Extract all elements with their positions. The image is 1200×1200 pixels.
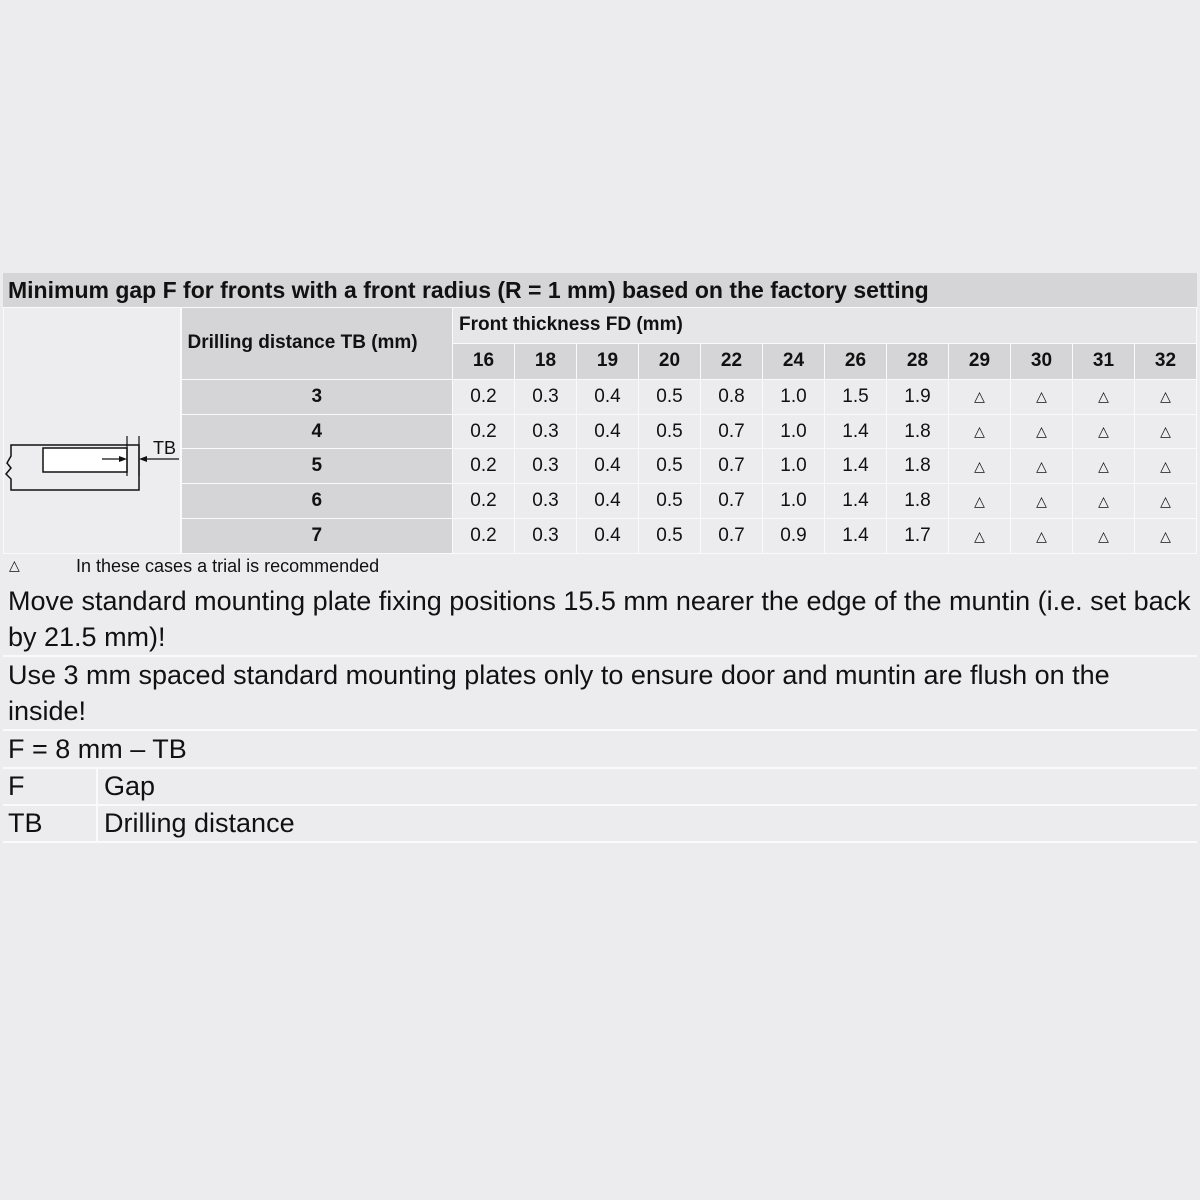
note-fixing-positions: Move standard mounting plate fixing positions 15.5 mm nearer the edge of the muntin (i.e. set back by 21.5 mm)! — [3, 583, 1197, 657]
trial-triangle-icon: △ — [1135, 449, 1197, 484]
front-thickness-column-header: 31 — [1073, 343, 1135, 379]
drilling-distance-value: 5 — [181, 449, 453, 484]
table-row — [4, 379, 1197, 414]
gap-value: 0.2 — [453, 519, 515, 554]
trial-triangle-icon: △ — [1073, 519, 1135, 554]
trial-triangle-icon: △ — [1073, 414, 1135, 449]
front-thickness-column-header: 16 — [453, 343, 515, 379]
gap-value: 0.7 — [701, 414, 763, 449]
drilling-diagram — [4, 308, 181, 548]
table-row — [4, 484, 1197, 519]
drill-hole — [43, 448, 127, 472]
front-thickness-column-header: 30 — [1011, 343, 1073, 379]
front-thickness-column-header: 22 — [701, 343, 763, 379]
gap-value: 0.3 — [515, 414, 577, 449]
gap-value: 1.9 — [887, 379, 949, 414]
table-row — [4, 449, 1197, 484]
trial-triangle-icon: △ — [9, 557, 20, 573]
gap-value: 0.5 — [639, 414, 701, 449]
trial-triangle-icon: △ — [1011, 414, 1073, 449]
definition-gap — [3, 769, 1197, 806]
gap-value: 1.0 — [763, 379, 825, 414]
gap-table — [3, 307, 1197, 554]
gap-value: 0.2 — [453, 379, 515, 414]
trial-triangle-icon: △ — [1011, 519, 1073, 554]
gap-value: 1.8 — [887, 449, 949, 484]
trial-triangle-icon: △ — [1135, 519, 1197, 554]
gap-value: 0.3 — [515, 484, 577, 519]
gap-value: 0.9 — [763, 519, 825, 554]
legend — [3, 554, 1197, 583]
front-thickness-column-header: 19 — [577, 343, 639, 379]
gap-value: 0.4 — [577, 449, 639, 484]
table-title: Minimum gap F for fronts with a front radius (R = 1 mm) based on the factory setting — [3, 273, 1197, 307]
trial-triangle-icon: △ — [949, 414, 1011, 449]
gap-value: 0.5 — [639, 379, 701, 414]
drilling-distance-value: 6 — [181, 484, 453, 519]
gap-value: 0.4 — [577, 414, 639, 449]
gap-value: 0.8 — [701, 379, 763, 414]
trial-triangle-icon: △ — [1073, 484, 1135, 519]
gap-value: 0.4 — [577, 379, 639, 414]
drilling-distance-value: 3 — [181, 379, 453, 414]
gap-value: 1.4 — [825, 449, 887, 484]
gap-value: 0.7 — [701, 519, 763, 554]
gap-value: 0.7 — [701, 484, 763, 519]
gap-value: 1.8 — [887, 484, 949, 519]
definition-symbol: F — [8, 771, 25, 801]
gap-value: 1.4 — [825, 519, 887, 554]
arrowhead — [139, 456, 147, 462]
gap-value: 0.2 — [453, 449, 515, 484]
gap-value: 0.4 — [577, 519, 639, 554]
trial-triangle-icon: △ — [1011, 449, 1073, 484]
gap-value: 0.2 — [453, 484, 515, 519]
trial-triangle-icon: △ — [1073, 449, 1135, 484]
trial-triangle-icon: △ — [1011, 379, 1073, 414]
gap-value: 0.5 — [639, 449, 701, 484]
definition-drilling-distance — [3, 806, 1197, 843]
trial-triangle-icon: △ — [1135, 484, 1197, 519]
front-thickness-column-header: 29 — [949, 343, 1011, 379]
gap-value: 1.7 — [887, 519, 949, 554]
gap-value: 0.2 — [453, 414, 515, 449]
trial-triangle-icon: △ — [949, 379, 1011, 414]
note-spaced-plates: Use 3 mm spaced standard mounting plates only to ensure door and muntin are flush on the inside! — [3, 657, 1197, 731]
gap-value: 1.8 — [887, 414, 949, 449]
definition-meaning: Drilling distance — [96, 806, 295, 841]
gap-value: 1.4 — [825, 484, 887, 519]
gap-value: 0.4 — [577, 484, 639, 519]
drilling-distance-header: Drilling distance TB (mm) — [181, 308, 453, 380]
legend-text: In these cases a trial is recommended — [76, 556, 380, 576]
front-thickness-column-header: 20 — [639, 343, 701, 379]
note-formula: F = 8 mm – TB — [3, 731, 1197, 769]
front-thickness-column-header: 18 — [515, 343, 577, 379]
definition-meaning: Gap — [96, 769, 155, 804]
tb-diagram-label: TB — [153, 438, 177, 458]
front-thickness-header: Front thickness FD (mm) — [453, 308, 1197, 344]
trial-triangle-icon: △ — [949, 449, 1011, 484]
trial-triangle-icon: △ — [949, 519, 1011, 554]
table-row — [4, 519, 1197, 554]
front-thickness-column-header: 24 — [763, 343, 825, 379]
front-thickness-column-header: 28 — [887, 343, 949, 379]
gap-value: 1.5 — [825, 379, 887, 414]
trial-triangle-icon: △ — [1073, 379, 1135, 414]
gap-value: 0.3 — [515, 519, 577, 554]
gap-value: 1.0 — [763, 484, 825, 519]
trial-triangle-icon: △ — [1135, 379, 1197, 414]
trial-triangle-icon: △ — [1135, 414, 1197, 449]
front-thickness-column-header: 32 — [1135, 343, 1197, 379]
gap-value: 0.5 — [639, 484, 701, 519]
gap-value: 0.3 — [515, 379, 577, 414]
trial-triangle-icon: △ — [1011, 484, 1073, 519]
table-row — [4, 414, 1197, 449]
drilling-distance-value: 7 — [181, 519, 453, 554]
definition-symbol: TB — [8, 808, 43, 838]
trial-triangle-icon: △ — [949, 484, 1011, 519]
document — [3, 273, 1197, 843]
drilling-distance-value: 4 — [181, 414, 453, 449]
gap-value: 0.7 — [701, 449, 763, 484]
gap-value: 1.4 — [825, 414, 887, 449]
gap-value: 1.0 — [763, 449, 825, 484]
gap-value: 1.0 — [763, 414, 825, 449]
gap-value: 0.3 — [515, 449, 577, 484]
gap-value: 0.5 — [639, 519, 701, 554]
drilling-diagram-cell — [4, 308, 181, 554]
front-thickness-column-header: 26 — [825, 343, 887, 379]
